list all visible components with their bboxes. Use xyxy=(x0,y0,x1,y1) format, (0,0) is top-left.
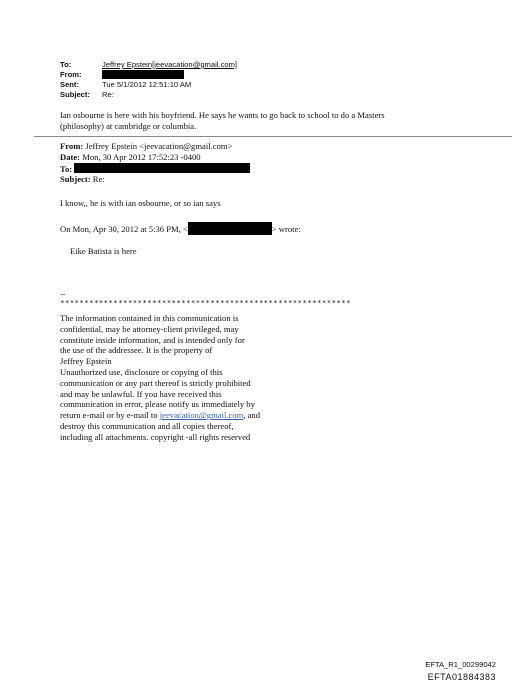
header-sent-row xyxy=(60,80,237,90)
forwarded-subject-value: Re: xyxy=(92,174,105,184)
redaction-block xyxy=(102,70,184,79)
header-from-row xyxy=(60,70,237,80)
message-line: (philosophy) at cambridge or columbia. xyxy=(60,121,197,131)
header-sent-label: Sent: xyxy=(60,80,79,89)
forwarded-from-row xyxy=(60,141,250,152)
link-prefix: return e-mail or by e-mail to xyxy=(60,410,160,421)
disclaimer xyxy=(60,313,360,443)
header-from-label: From: xyxy=(60,70,82,79)
disclaimer-line: communication or any part thereof is strictly prohibited xyxy=(60,377,251,388)
quote-prefix: On Mon, Apr 30, 2012 at 5:36 PM, < xyxy=(60,224,188,234)
header-to-value[interactable]: Jeffrey Epstein[jeevacation@gmail.com] xyxy=(102,60,238,69)
header-subject-label: Subject: xyxy=(60,90,90,99)
disclaimer-line: constitute inside information, and is intended only for xyxy=(60,334,245,345)
disclaimer-line: confidential, may be attorney-client privileged, may xyxy=(60,323,239,334)
disclaimer-line: and may be unlawful. If you have received this xyxy=(60,388,222,399)
document-id: EFTA_R1_00299042 xyxy=(425,660,496,669)
redaction-block xyxy=(188,222,272,235)
forwarded-subject-row xyxy=(60,174,250,185)
quote-suffix: > wrote: xyxy=(271,224,301,234)
header-to-row xyxy=(60,60,237,70)
message-line: Ian osbourne is here with his boyfriend. He says he wants to go back to school to do a Masters xyxy=(60,110,385,120)
forwarded-date-row xyxy=(60,152,250,163)
forwarded-header xyxy=(60,141,250,185)
disclaimer-line: communication in error, please notify us immediately by xyxy=(60,399,255,410)
header-subject-row xyxy=(60,90,237,100)
forwarded-to-label: To: xyxy=(60,164,73,174)
disclaimer-line: including all attachments. copyright -all rights reserved xyxy=(60,431,251,442)
forwarded-to-row xyxy=(60,163,250,174)
quoted-text: Eike Batista is here xyxy=(70,246,137,256)
forwarded-from-value: Jeffrey Epstein <jeevacation@gmail.com> xyxy=(85,141,233,151)
reply-text: I know,, he is with ian osbourne, or so ian says xyxy=(60,198,221,208)
disclaimer-line: the use of the addressee. It is the property of xyxy=(60,345,213,356)
disclaimer-line: Jeffrey Epstein xyxy=(60,356,112,367)
bates-number: EFTA01884383 xyxy=(427,672,496,682)
disclaimer-line: Unauthorized use, disclosure or copying of this xyxy=(60,366,223,377)
disclaimer-line: The information contained in this communication is xyxy=(60,313,239,323)
disclaimer-line: destroy this communication and all copies thereof, xyxy=(60,420,234,431)
header-subject-value: Re: xyxy=(102,90,114,99)
header-sent-value: Tue 5/1/2012 12:51:10 AM xyxy=(102,80,192,89)
redaction-block xyxy=(74,163,250,173)
forwarded-date-value: Mon, 30 Apr 2012 17:52:23 -0400 xyxy=(82,152,201,162)
header-to-label: To: xyxy=(60,60,72,69)
forwarded-subject-label: Subject: xyxy=(60,174,91,184)
forwarded-from-label: From: xyxy=(60,141,84,151)
signature-dash: -- xyxy=(60,290,66,299)
forwarded-date-label: Date: xyxy=(60,152,81,162)
message-body xyxy=(60,110,480,132)
quote-attribution xyxy=(60,222,301,235)
disclaimer-link-line xyxy=(60,410,360,421)
email-header xyxy=(60,60,237,100)
divider xyxy=(34,136,512,137)
email-link[interactable]: jeevacation@gmail.com xyxy=(159,410,244,421)
signature-stars: ************************************************************ xyxy=(60,298,351,307)
link-suffix: , and xyxy=(243,410,261,421)
